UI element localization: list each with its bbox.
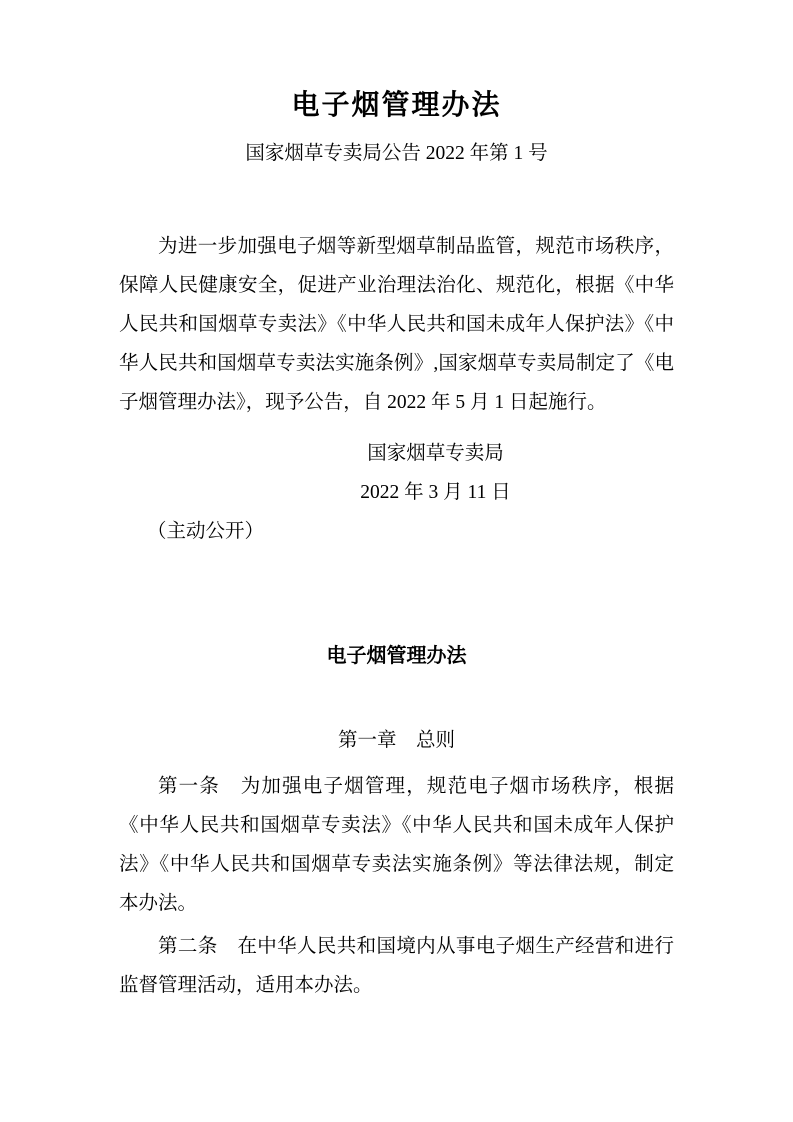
- regulation-title: 电子烟管理办法: [326, 645, 467, 667]
- announcement-date: 2022 年 3 月 11 日: [360, 482, 511, 503]
- disclosure-note: （主动公开）: [147, 521, 265, 542]
- announcement-body-paragraph: 为进一步加强电子烟等新型烟草制品监管，规范市场秩序，保障人民健康安全，促进产业治理法治化、规范化，根据《中华人民共和国烟草专卖法》《中华人民共和国未成年人保护法》《中华人民共和国烟草专卖法实施条例》,国家烟草专卖局制定了《电子烟管理办法》，现予公告，自 2022 年 5 月 1 日起施行。: [119, 236, 674, 413]
- announcement-number: 国家烟草专卖局公告 2022 年第 1 号: [245, 143, 548, 164]
- announcement-title: 电子烟管理办法: [291, 90, 502, 121]
- chapter-1-heading: 第一章 总则: [337, 730, 455, 751]
- announcement-issuer: 国家烟草专卖局: [367, 443, 504, 464]
- article-1-paragraph: 第一条 为加强电子烟管理，规范电子烟市场秩序，根据《中华人民共和国烟草专卖法》《中华人民共和国未成年人保护法》《中华人民共和国烟草专卖法实施条例》等法律法规，制定本办法。: [119, 776, 674, 914]
- article-2-paragraph: 第二条 在中华人民共和国境内从事电子烟生产经营和进行监督管理活动，适用本办法。: [119, 936, 674, 996]
